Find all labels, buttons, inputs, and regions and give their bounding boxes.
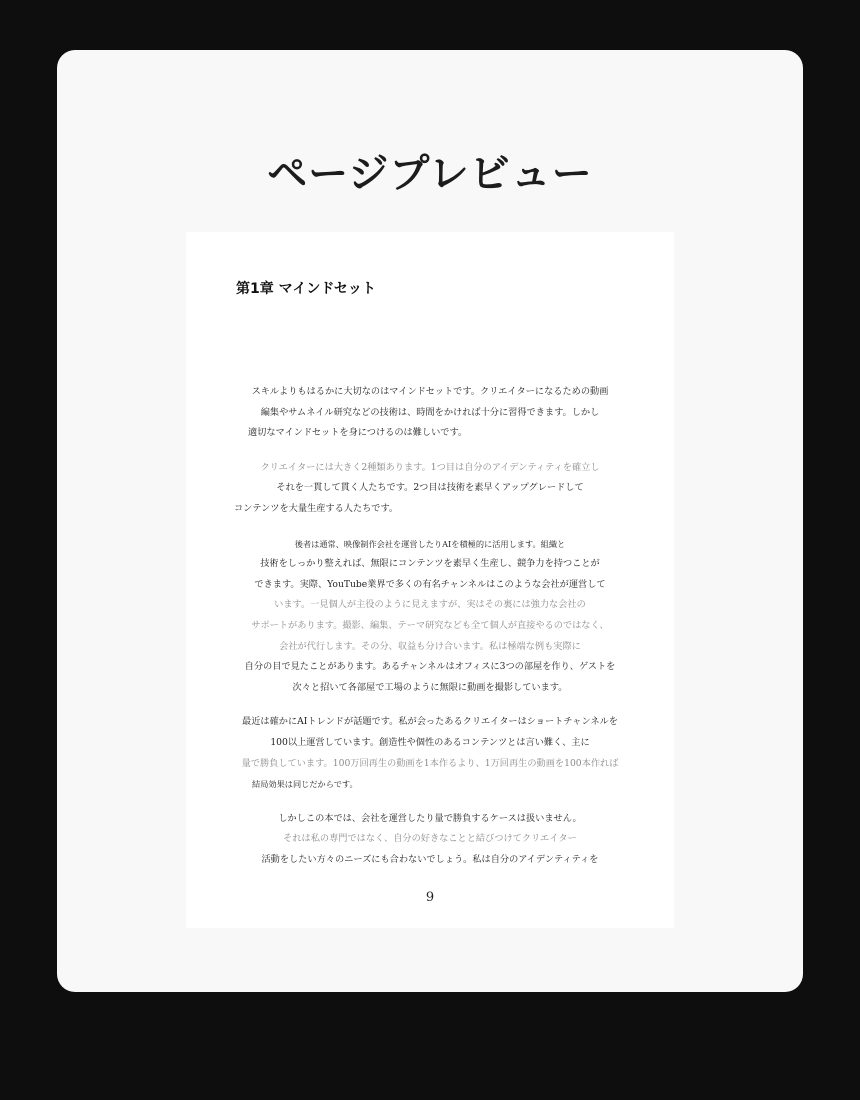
text-line: それは私の専門ではなく、自分の好きなことと結びつけてクリエイター (283, 833, 577, 845)
text-line: スキルよりもはるかに大切なのはマインドセットです。クリエイターになるための動画 (251, 386, 609, 397)
text-line: クリエイターには大きく2種類あります。1つ目は自分のアイデンティティを確立し (260, 461, 600, 473)
text-line: 適切なマインドセットを身につけるのは難しいです。 (248, 427, 468, 439)
paragraph (234, 458, 626, 520)
preview-title: ページプレビュー (267, 150, 593, 197)
text-line: 技術をしっかり整えれば、無限にコンテンツを素早く生産し、競争力を持つことが (260, 558, 600, 570)
text-line: 量で勝負しています。100万回再生の動画を1本作るより、1万回再生の動画を100本作れば (241, 757, 619, 769)
chapter-heading: 第1章 マインドセット (236, 281, 376, 297)
text-line: 会社が代行します。その分、収益も分け合います。私は極端な例も実際に (279, 640, 581, 652)
text-line: しかしこの本では、会社を運営したり量で勝負するケースは扱いません。 (278, 812, 582, 824)
text-line: います。一見個人が主役のように見えますが、実はその裏には強力な会社の (274, 599, 586, 611)
text-line: コンテンツを大量生産する人たちです。 (234, 502, 399, 514)
page-body (234, 382, 626, 884)
paragraph (234, 382, 626, 444)
text-line: できます。実際、YouTube業界で多くの有名チャンネルはこのような会社が運営して (254, 578, 606, 590)
text-line: 100以上運営しています。創造性や個性のあるコンテンツとは言い難く、主に (270, 736, 590, 748)
text-line: それを一貫して貫く人たちです。2つ目は技術を素早くアップグレードして (276, 482, 584, 494)
paragraph (234, 712, 626, 794)
text-line: 結局効果は同じだからです。 (252, 779, 358, 790)
book-page (186, 232, 674, 928)
text-line: 次々と招いて各部屋で工場のように無限に動画を撮影しています。 (292, 681, 568, 693)
paragraph (234, 809, 626, 871)
text-line: 活動をしたい方々のニーズにも合わないでしょう。私は自分のアイデンティティを (261, 853, 599, 865)
text-line: 最近は確かにAIトレンドが話題です。私が会ったあるクリエイターはショートチャンネルを (242, 716, 618, 728)
text-line: サポートがあります。撮影、編集、テーマ研究なども全て個人が直接やるのではなく、 (251, 619, 609, 631)
text-line: 編集やサムネイル研究などの技術は、時間をかければ十分に習得できます。しかし (260, 406, 600, 418)
text-line: 自分の目で見たことがあります。あるチャンネルはオフィスに3つの部屋を作り、ゲストを (244, 661, 616, 673)
preview-card (57, 50, 803, 992)
paragraph (234, 534, 626, 699)
page-number: 9 (425, 890, 435, 905)
text-line: 後者は通常、映像制作会社を運営したりAIを積極的に活用します。組織と (294, 538, 566, 549)
